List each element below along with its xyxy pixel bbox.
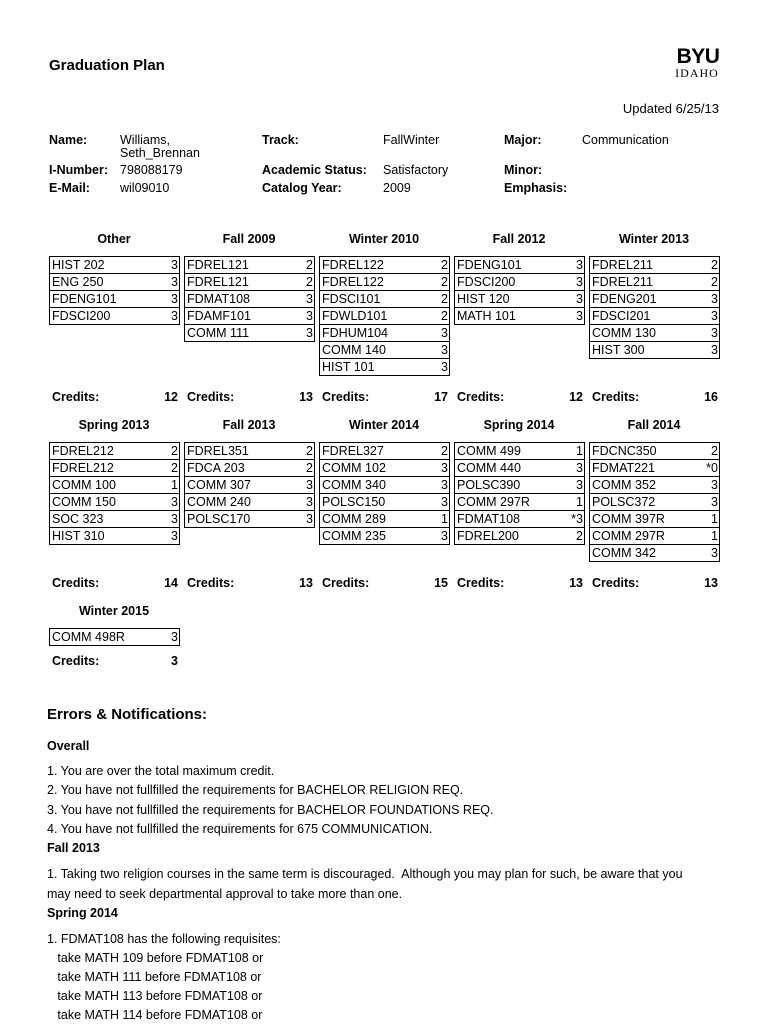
credits-label: Credits: bbox=[52, 654, 100, 668]
errors-title: Errors & Notifications: bbox=[47, 706, 208, 723]
course-code: FDHUM104 bbox=[320, 325, 429, 342]
course-code: FDCNC350 bbox=[590, 443, 699, 460]
course-row bbox=[320, 308, 450, 325]
course-row bbox=[590, 257, 720, 274]
spring-2014-note: take MATH 111 before FDMAT108 or bbox=[47, 970, 262, 984]
page-title: Graduation Plan bbox=[49, 57, 165, 74]
course-credits: 3 bbox=[293, 291, 315, 308]
course-row bbox=[185, 274, 315, 291]
credits-label: Credits: bbox=[322, 390, 370, 404]
course-credits: *3 bbox=[563, 511, 585, 528]
course-credits: 3 bbox=[158, 494, 180, 511]
course-credits: 2 bbox=[698, 274, 720, 291]
course-row bbox=[320, 274, 450, 291]
inumber-label: I-Number: bbox=[49, 163, 109, 177]
course-row bbox=[185, 494, 315, 511]
minor-label: Minor: bbox=[504, 163, 543, 177]
course-row bbox=[320, 494, 450, 511]
course-code: COMM 289 bbox=[320, 511, 429, 528]
course-credits: 3 bbox=[158, 291, 180, 308]
course-credits: 3 bbox=[293, 511, 315, 528]
course-row bbox=[320, 511, 450, 528]
course-row bbox=[185, 291, 315, 308]
overall-item: 2. You have not fullfilled the requirements for BACHELOR RELIGION REQ. bbox=[47, 783, 464, 797]
course-credits: 2 bbox=[428, 443, 450, 460]
term-title: Spring 2013 bbox=[78, 418, 150, 432]
course-credits: 3 bbox=[293, 494, 315, 511]
course-row bbox=[50, 274, 180, 291]
course-code: COMM 307 bbox=[185, 477, 294, 494]
course-row bbox=[455, 257, 585, 274]
course-code: FDREL200 bbox=[455, 528, 564, 545]
course-row bbox=[50, 257, 180, 274]
course-row bbox=[50, 443, 180, 460]
course-credits: 2 bbox=[428, 291, 450, 308]
course-row bbox=[50, 308, 180, 325]
course-credits: 2 bbox=[293, 443, 315, 460]
course-table bbox=[49, 628, 180, 646]
track-value: FallWinter bbox=[383, 133, 440, 147]
course-row bbox=[320, 477, 450, 494]
course-code: COMM 111 bbox=[185, 325, 294, 342]
course-row bbox=[455, 477, 585, 494]
course-code: COMM 499 bbox=[455, 443, 564, 460]
course-table bbox=[319, 442, 450, 545]
course-row bbox=[50, 629, 180, 646]
course-table bbox=[184, 442, 315, 528]
course-credits: 1 bbox=[158, 477, 180, 494]
course-row bbox=[455, 511, 585, 528]
term-title: Fall 2014 bbox=[627, 418, 681, 432]
credits-total bbox=[52, 576, 178, 590]
course-credits: 3 bbox=[563, 291, 585, 308]
course-credits: 3 bbox=[293, 325, 315, 342]
credits-label: Credits: bbox=[457, 390, 505, 404]
course-row bbox=[320, 325, 450, 342]
course-credits: 3 bbox=[158, 308, 180, 325]
course-row bbox=[590, 460, 720, 477]
credits-total bbox=[52, 390, 178, 404]
course-table bbox=[589, 256, 720, 359]
credits-label: Credits: bbox=[592, 576, 640, 590]
course-code: FDCA 203 bbox=[185, 460, 294, 477]
course-code: FDREL212 bbox=[50, 460, 159, 477]
fall-2013-note-line2: may need to seek departmental approval to take more than one. bbox=[47, 887, 403, 901]
course-code: HIST 101 bbox=[320, 359, 429, 376]
course-credits: 3 bbox=[428, 359, 450, 376]
fall-2013-note-line1: 1. Taking two religion courses in the same term is discouraged. Although you may plan for such, be aware that you bbox=[47, 867, 683, 881]
catalog-year-label: Catalog Year: bbox=[262, 181, 342, 195]
course-code: FDMAT108 bbox=[455, 511, 564, 528]
course-row bbox=[590, 494, 720, 511]
catalog-year-value: 2009 bbox=[383, 181, 411, 195]
course-credits: 3 bbox=[563, 257, 585, 274]
course-row bbox=[455, 274, 585, 291]
course-credits: 3 bbox=[158, 629, 180, 646]
course-row bbox=[185, 308, 315, 325]
course-row bbox=[50, 291, 180, 308]
academic-status-label: Academic Status: bbox=[262, 163, 367, 177]
course-credits: 3 bbox=[698, 291, 720, 308]
course-credits: 3 bbox=[428, 342, 450, 359]
course-credits: 2 bbox=[698, 443, 720, 460]
course-code: COMM 140 bbox=[320, 342, 429, 359]
course-row bbox=[590, 291, 720, 308]
course-credits: 1 bbox=[698, 528, 720, 545]
course-credits: 3 bbox=[158, 274, 180, 291]
course-row bbox=[320, 443, 450, 460]
course-credits: 2 bbox=[158, 443, 180, 460]
course-row bbox=[455, 443, 585, 460]
credits-label: Credits: bbox=[322, 576, 370, 590]
course-code: FDMAT108 bbox=[185, 291, 294, 308]
course-code: FDSCI201 bbox=[590, 308, 699, 325]
course-code: POLSC150 bbox=[320, 494, 429, 511]
credits-total bbox=[457, 390, 583, 404]
term-title: Fall 2012 bbox=[492, 232, 546, 246]
course-credits: 3 bbox=[698, 342, 720, 359]
credits-total bbox=[187, 576, 313, 590]
course-credits: 2 bbox=[563, 528, 585, 545]
course-code: FDREL122 bbox=[320, 274, 429, 291]
course-row bbox=[590, 342, 720, 359]
credits-value: 14 bbox=[164, 576, 178, 590]
credits-value: 13 bbox=[704, 576, 718, 590]
course-credits: 2 bbox=[293, 460, 315, 477]
course-credits: 3 bbox=[428, 325, 450, 342]
course-code: COMM 498R bbox=[50, 629, 159, 646]
course-row bbox=[320, 359, 450, 376]
course-code: COMM 150 bbox=[50, 494, 159, 511]
course-credits: 3 bbox=[698, 477, 720, 494]
course-row bbox=[455, 528, 585, 545]
name-value-line2: Seth_Brennan bbox=[120, 146, 200, 160]
spring-2014-heading: Spring 2014 bbox=[47, 906, 118, 920]
course-credits: 3 bbox=[293, 477, 315, 494]
credits-label: Credits: bbox=[187, 390, 235, 404]
course-credits: 3 bbox=[158, 257, 180, 274]
credits-value: 12 bbox=[569, 390, 583, 404]
spring-2014-note: take MATH 114 before FDMAT108 or bbox=[47, 1008, 263, 1022]
term-title: Winter 2013 bbox=[618, 232, 690, 246]
course-code: FDREL121 bbox=[185, 274, 294, 291]
course-credits: 3 bbox=[563, 460, 585, 477]
course-credits: 3 bbox=[158, 511, 180, 528]
course-code: HIST 310 bbox=[50, 528, 159, 545]
course-row bbox=[185, 460, 315, 477]
term-title: Spring 2014 bbox=[483, 418, 555, 432]
course-row bbox=[590, 325, 720, 342]
course-credits: 3 bbox=[698, 545, 720, 562]
course-credits: 2 bbox=[293, 257, 315, 274]
spring-2014-note: 1. FDMAT108 has the following requisites: bbox=[47, 932, 281, 946]
course-code: COMM 240 bbox=[185, 494, 294, 511]
course-credits: 3 bbox=[428, 528, 450, 545]
course-code: HIST 120 bbox=[455, 291, 564, 308]
course-table bbox=[319, 256, 450, 376]
course-code: POLSC372 bbox=[590, 494, 699, 511]
name-value bbox=[120, 134, 200, 160]
course-row bbox=[50, 477, 180, 494]
course-row bbox=[590, 443, 720, 460]
term-title: Fall 2013 bbox=[222, 418, 276, 432]
course-code: COMM 340 bbox=[320, 477, 429, 494]
course-code: FDENG201 bbox=[590, 291, 699, 308]
term-title: Winter 2010 bbox=[348, 232, 420, 246]
course-credits: 1 bbox=[698, 511, 720, 528]
course-code: COMM 297R bbox=[455, 494, 564, 511]
course-row bbox=[50, 511, 180, 528]
course-table bbox=[49, 442, 180, 545]
course-row bbox=[590, 274, 720, 291]
credits-label: Credits: bbox=[457, 576, 505, 590]
email-label: E-Mail: bbox=[49, 181, 90, 195]
course-table bbox=[49, 256, 180, 325]
course-row bbox=[455, 291, 585, 308]
course-credits: 1 bbox=[428, 511, 450, 528]
course-row bbox=[320, 257, 450, 274]
course-credits: 3 bbox=[428, 477, 450, 494]
term-title: Other bbox=[97, 232, 131, 246]
spring-2014-note: take MATH 113 before FDMAT108 or bbox=[47, 989, 263, 1003]
course-code: POLSC390 bbox=[455, 477, 564, 494]
course-row bbox=[455, 460, 585, 477]
overall-item: 1. You are over the total maximum credit. bbox=[47, 764, 275, 778]
credits-label: Credits: bbox=[52, 390, 100, 404]
course-row bbox=[590, 528, 720, 545]
course-credits: 3 bbox=[563, 477, 585, 494]
course-code: COMM 342 bbox=[590, 545, 699, 562]
course-row bbox=[590, 477, 720, 494]
course-row bbox=[185, 325, 315, 342]
course-credits: 3 bbox=[428, 460, 450, 477]
track-label: Track: bbox=[262, 133, 299, 147]
term-title: Winter 2014 bbox=[348, 418, 420, 432]
course-code: FDAMF101 bbox=[185, 308, 294, 325]
course-credits: 3 bbox=[698, 325, 720, 342]
course-credits: 3 bbox=[428, 494, 450, 511]
course-code: COMM 235 bbox=[320, 528, 429, 545]
course-code: FDENG101 bbox=[50, 291, 159, 308]
course-row bbox=[185, 511, 315, 528]
course-code: FDREL327 bbox=[320, 443, 429, 460]
fall-2013-heading: Fall 2013 bbox=[47, 841, 100, 855]
term-title: Winter 2015 bbox=[78, 604, 150, 618]
spring-2014-note: take MATH 109 before FDMAT108 or bbox=[47, 951, 264, 965]
course-table bbox=[589, 442, 720, 562]
course-credits: 2 bbox=[428, 257, 450, 274]
credits-total bbox=[457, 576, 583, 590]
course-credits: 2 bbox=[698, 257, 720, 274]
name-value-line1: Williams, bbox=[120, 133, 170, 147]
inumber-value: 798088179 bbox=[120, 163, 183, 177]
overall-item: 4. You have not fullfilled the requirements for 675 COMMUNICATION. bbox=[47, 822, 433, 836]
course-credits: *0 bbox=[698, 460, 720, 477]
course-credits: 3 bbox=[698, 494, 720, 511]
course-row bbox=[455, 494, 585, 511]
course-credits: 1 bbox=[563, 443, 585, 460]
course-credits: 2 bbox=[428, 274, 450, 291]
credits-total bbox=[187, 390, 313, 404]
course-credits: 2 bbox=[428, 308, 450, 325]
course-code: FDREL122 bbox=[320, 257, 429, 274]
course-code: COMM 440 bbox=[455, 460, 564, 477]
course-code: COMM 130 bbox=[590, 325, 699, 342]
credits-label: Credits: bbox=[592, 390, 640, 404]
overall-heading: Overall bbox=[47, 739, 90, 753]
course-table bbox=[184, 256, 315, 342]
credits-total bbox=[322, 390, 448, 404]
course-row bbox=[320, 291, 450, 308]
major-value: Communication bbox=[582, 133, 669, 147]
course-credits: 2 bbox=[293, 274, 315, 291]
emphasis-label: Emphasis: bbox=[504, 181, 568, 195]
course-row bbox=[320, 342, 450, 359]
credits-value: 15 bbox=[434, 576, 448, 590]
credits-value: 13 bbox=[299, 390, 313, 404]
course-row bbox=[185, 257, 315, 274]
course-row bbox=[50, 494, 180, 511]
course-code: COMM 100 bbox=[50, 477, 159, 494]
course-code: COMM 397R bbox=[590, 511, 699, 528]
byu-idaho-logo bbox=[676, 47, 720, 80]
credits-value: 16 bbox=[704, 390, 718, 404]
course-row bbox=[185, 477, 315, 494]
course-credits: 3 bbox=[563, 308, 585, 325]
credits-total bbox=[592, 390, 718, 404]
course-code: POLSC170 bbox=[185, 511, 294, 528]
course-credits: 1 bbox=[563, 494, 585, 511]
course-table bbox=[454, 256, 585, 325]
course-code: FDSCI200 bbox=[50, 308, 159, 325]
course-code: COMM 297R bbox=[590, 528, 699, 545]
course-table bbox=[454, 442, 585, 545]
credits-total bbox=[322, 576, 448, 590]
course-code: COMM 352 bbox=[590, 477, 699, 494]
course-code: MATH 101 bbox=[455, 308, 564, 325]
course-credits: 3 bbox=[158, 528, 180, 545]
course-code: FDREL211 bbox=[590, 274, 699, 291]
name-label: Name: bbox=[49, 133, 88, 147]
credits-label: Credits: bbox=[187, 576, 235, 590]
updated-date: Updated 6/25/13 bbox=[622, 101, 719, 116]
course-row bbox=[320, 528, 450, 545]
course-code: FDREL351 bbox=[185, 443, 294, 460]
course-code: COMM 102 bbox=[320, 460, 429, 477]
overall-item: 3. You have not fullfilled the requirements for BACHELOR FOUNDATIONS REQ. bbox=[47, 803, 494, 817]
course-code: FDREL211 bbox=[590, 257, 699, 274]
course-code: FDSCI200 bbox=[455, 274, 564, 291]
course-code: FDREL212 bbox=[50, 443, 159, 460]
course-code: FDENG101 bbox=[455, 257, 564, 274]
course-code: HIST 300 bbox=[590, 342, 699, 359]
major-label: Major: bbox=[504, 133, 542, 147]
credits-label: Credits: bbox=[52, 576, 100, 590]
course-code: FDSCI101 bbox=[320, 291, 429, 308]
course-row bbox=[50, 460, 180, 477]
credits-value: 13 bbox=[569, 576, 583, 590]
logo-byu-text: BYU bbox=[676, 45, 720, 68]
logo-idaho-text: IDAHO bbox=[675, 66, 719, 80]
course-code: FDREL121 bbox=[185, 257, 294, 274]
course-row bbox=[590, 511, 720, 528]
credits-value: 17 bbox=[434, 390, 448, 404]
course-credits: 3 bbox=[563, 274, 585, 291]
course-credits: 3 bbox=[698, 308, 720, 325]
credits-value: 3 bbox=[171, 654, 178, 668]
academic-status-value: Satisfactory bbox=[383, 163, 449, 177]
course-row bbox=[455, 308, 585, 325]
course-code: SOC 323 bbox=[50, 511, 159, 528]
course-code: ENG 250 bbox=[50, 274, 159, 291]
credits-value: 13 bbox=[299, 576, 313, 590]
email-value: wil09010 bbox=[120, 181, 170, 195]
course-row bbox=[590, 308, 720, 325]
course-row bbox=[320, 460, 450, 477]
course-code: FDMAT221 bbox=[590, 460, 699, 477]
course-row bbox=[185, 443, 315, 460]
course-code: FDWLD101 bbox=[320, 308, 429, 325]
course-credits: 2 bbox=[158, 460, 180, 477]
course-credits: 3 bbox=[293, 308, 315, 325]
credits-value: 12 bbox=[164, 390, 178, 404]
term-title: Fall 2009 bbox=[222, 232, 276, 246]
credits-total bbox=[52, 654, 178, 668]
credits-total bbox=[592, 576, 718, 590]
course-row bbox=[590, 545, 720, 562]
course-code: HIST 202 bbox=[50, 257, 159, 274]
course-row bbox=[50, 528, 180, 545]
